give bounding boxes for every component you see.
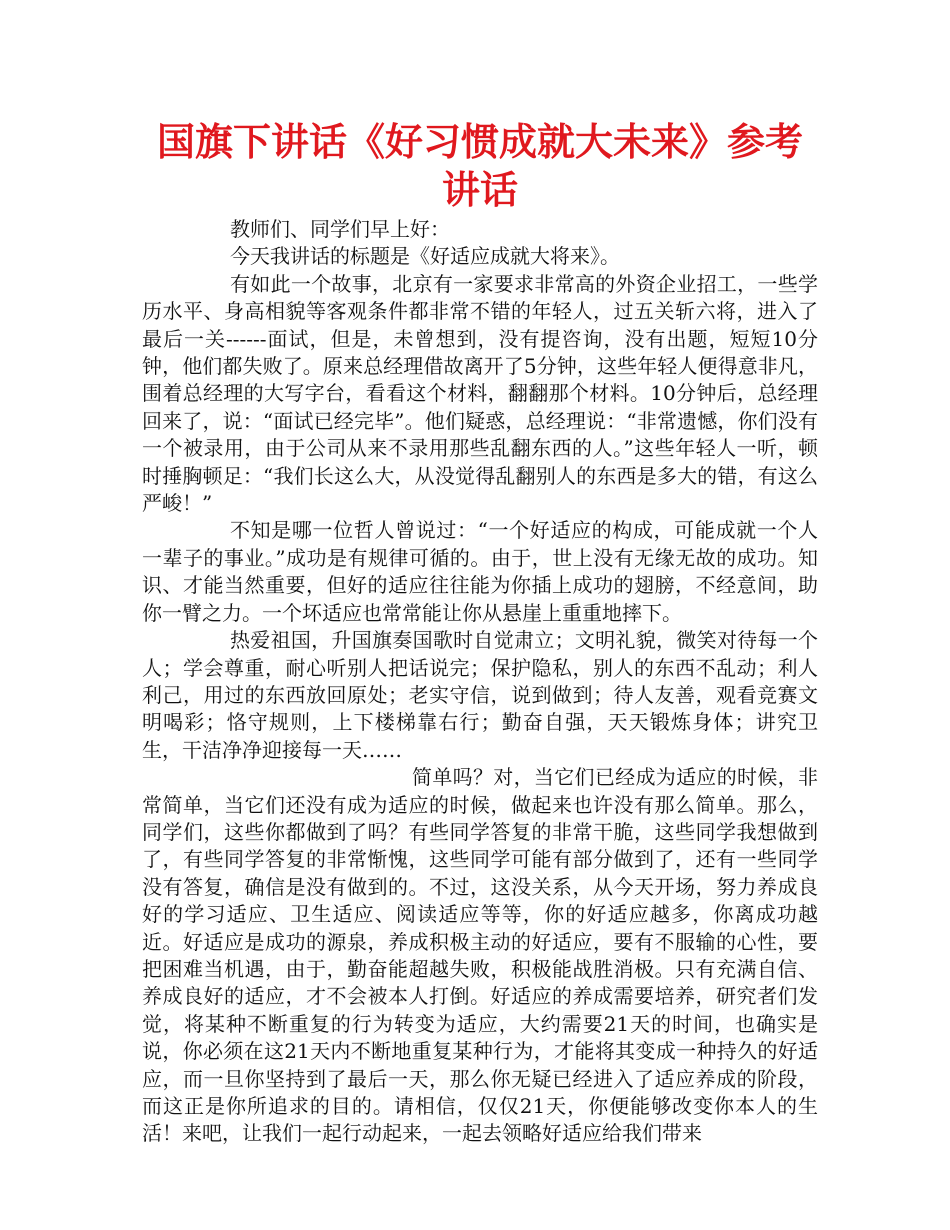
quote-paragraph: 不知是哪一位哲人曾说过：“一个好适应的构成，可能成就一个人一辈子的事业。”成功是有规律可循的。由于，世上没有无缘无故的成功。知识、才能当然重要，但好的适应往往能为你插上成功的翅膀，不经意间，助你一臂之力。一个坏适应也常常能让你从悬崖上重重地摔下。 — [142, 518, 818, 625]
story-paragraph: 有如此一个故事，北京有一家要求非常高的外资企业招工，一些学历水平、身高相貌等客观条件都非常不错的年轻人，过五关斩六将，进入了最后一关------面试，但是，未曾想到，没有提咨询，没有出题，短短10分钟，他们都失败了。原来总经理借故离开了5分钟，这些年轻人便得意非凡，围着总经理的大写字台，看看这个材料，翻翻那个材料。10分钟后，总经理回来了，说：“面试已经完毕”。他们疑惑，总经理说：“非常遗憾，你们没有一个被录用，由于公司从来不录用那些乱翻东西的人。”这些年轻人一听，顿时捶胸顿足：“我们长这么大，从没觉得乱翻别人的东西是多大的错，有这么严峻！” — [142, 271, 818, 516]
document-page — [142, 118, 818, 1148]
document-body — [142, 216, 818, 1148]
greeting-paragraph: 教师们、同学们早上好： — [230, 217, 450, 241]
conclusion-paragraph: 简单吗？对，当它们已经成为适应的时候，非常简单，当它们还没有成为适应的时候，做起来也许没有那么简单。那么，同学们，这些你都做到了吗？有些同学答复的非常干脆，这些同学我想做到了，有些同学答复的非常惭愧，这些同学可能有部分做到了，还有一些同学没有答复，确信是没有做到的。不过，这没关系，从今天开场，努力养成良好的学习适应、卫生适应、阅读适应等等，你的好适应越多，你离成功越近。好适应是成功的源泉，养成积极主动的好适应，要有不服输的心性，要把困难当机遇，由于，勤奋能超越失败，积极能战胜消极。只有充满自信、养成良好的适应，才不会被本人打倒。好适应的养成需要培养，研究者们发觉，将某种不断重复的行为转变为适应，大约需要21天的时间，也确实是说，你必须在这21天内不断地重复某种行为，才能将其变成一种持久的好适应，而一旦你坚持到了最后一天，那么你无疑已经进入了适应养成的阶段，而这正是你所追求的目的。请相信，仅仅21天，你便能够改变你本人的生活！来吧，让我们一起行动起来，一起去领略好适应给我们带来 — [142, 765, 818, 1146]
topic-paragraph: 今天我讲话的标题是《好适应成就大将来》。 — [230, 244, 620, 269]
habits-list-paragraph: 热爱祖国，升国旗奏国歌时自觉肃立；文明礼貌，微笑对待每一个人；学会尊重，耐心听别人把话说完；保护隐私，别人的东西不乱动；利人利己，用过的东西放回原处；老实守信，说到做到；待人友善，观看竞赛文明喝彩；恪守规则，上下楼梯靠右行；勤奋自强，天天锻炼身体；讲究卫生，干洁净净迎接每一天…… — [142, 628, 818, 762]
document-title: 国旗下讲话《好习惯成就大未来》参考讲话 — [156, 120, 803, 212]
